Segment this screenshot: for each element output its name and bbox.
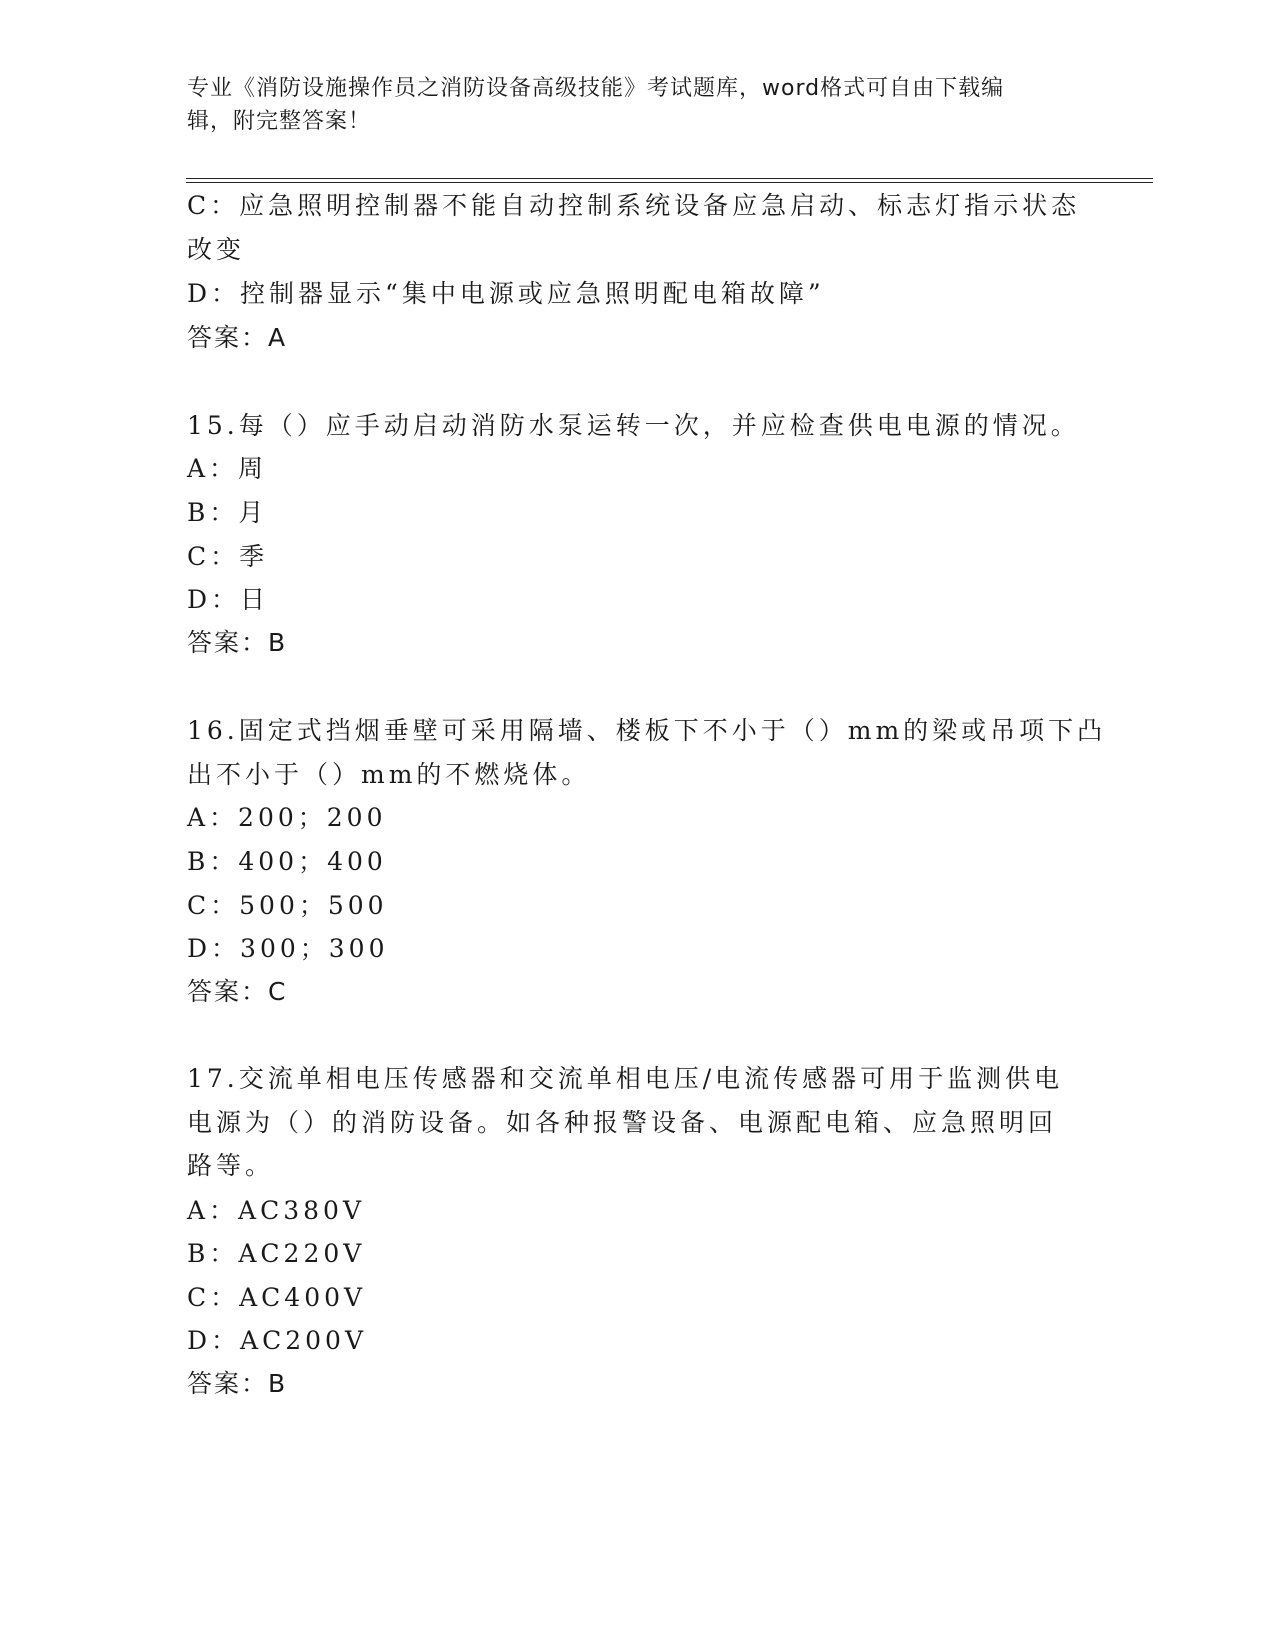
q17-option-d: D：AC200V: [187, 1326, 367, 1355]
header-rule-bottom: [186, 182, 1153, 183]
q17-answer: 答案：B: [187, 1369, 288, 1398]
q17-stem-line2: 电源为（）的消防设备。如各种报警设备、电源配电箱、应急照明回: [187, 1108, 1058, 1137]
q16-stem-line2: 出不小于（）mm的不燃烧体。: [187, 760, 591, 789]
prev-option-c-line1: C：应急照明控制器不能自动控制系统设备应急启动、标志灯指示状态: [187, 191, 1081, 220]
q15-option-b: B：月: [187, 498, 268, 527]
prev-option-d: D：控制器显示“集中电源或应急照明配电箱故障”: [187, 279, 825, 308]
document-header: [187, 72, 1067, 138]
header-rule-top: [186, 178, 1153, 179]
q17-stem-line1: 17.交流单相电压传感器和交流单相电压/电流传感器可用于监测供电: [187, 1064, 1064, 1093]
q16-option-c: C：500；500: [187, 891, 388, 920]
q17-option-a: A：AC380V: [187, 1196, 366, 1225]
header-line-2: 辑，附完整答案！: [187, 109, 372, 134]
q16-answer: 答案：C: [187, 977, 288, 1006]
q15-option-c: C：季: [187, 542, 269, 571]
prev-option-c-line2: 改变: [187, 235, 246, 264]
q16-option-b: B：400；400: [187, 847, 387, 876]
q15-answer: 答案：B: [187, 628, 288, 657]
q17-stem-line3: 路等。: [187, 1151, 275, 1180]
q16-option-a: A：200；200: [187, 803, 387, 832]
q16-stem-line1: 16.固定式挡烟垂壁可采用隔墙、楼板下不小于（）mm的梁或吊项下凸: [187, 716, 1107, 745]
header-line-1: 专业《消防设施操作员之消防设备高级技能》考试题库，word格式可自由下载编: [187, 76, 1005, 101]
q16-option-d: D：300；300: [187, 934, 389, 963]
q15-stem-line1: 15.每（）应手动启动消防水泵运转一次，并应检查供电电源的情况。: [187, 411, 1080, 440]
q17-option-b: B：AC220V: [187, 1239, 366, 1268]
q15-option-d: D：日: [187, 585, 270, 614]
q15-option-a: A：周: [187, 454, 268, 483]
prev-answer: 答案：A: [187, 323, 288, 352]
q17-option-c: C：AC400V: [187, 1283, 367, 1312]
